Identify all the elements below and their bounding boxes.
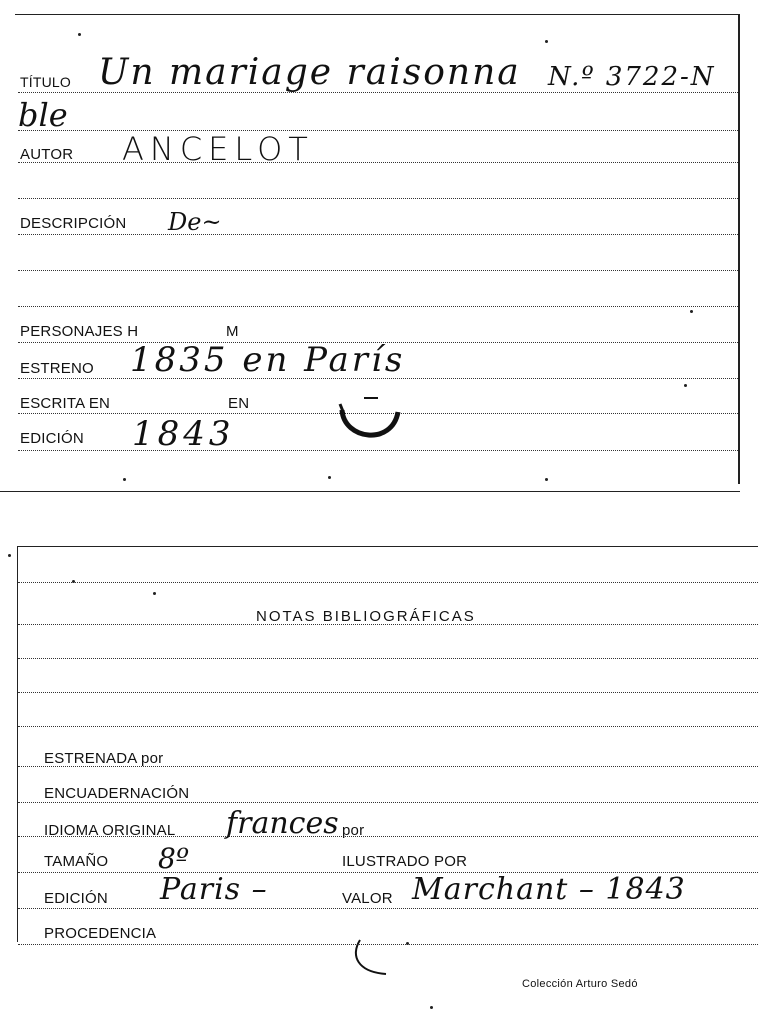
card-top-border xyxy=(15,14,739,15)
personajes-m-label: M xyxy=(226,323,239,340)
edicion-label: EDICIÓN xyxy=(20,430,84,447)
estreno-label: ESTRENO xyxy=(20,360,94,377)
autor-value: ANCELOT xyxy=(122,130,314,168)
valor-value: Marchant – 1843 xyxy=(412,872,686,907)
catalog-card-front xyxy=(0,0,759,495)
speck xyxy=(153,592,156,595)
idioma-por: por xyxy=(342,822,365,839)
descripcion-label: DESCRIPCIÓN xyxy=(20,215,127,232)
rule xyxy=(18,582,758,583)
card-top-border xyxy=(18,546,758,547)
speck xyxy=(78,33,81,36)
estrenada-label: ESTRENADA por xyxy=(44,750,164,767)
punch-hole-mark xyxy=(334,390,406,452)
speck xyxy=(406,942,409,945)
notas-title: NOTAS BIBLIOGRÁFICAS xyxy=(256,608,476,625)
escrita-label: ESCRITA EN xyxy=(20,395,111,412)
rule xyxy=(18,658,758,659)
descripcion-value: De~ xyxy=(168,208,222,236)
idioma-label: IDIOMA ORIGINAL xyxy=(44,822,176,839)
procedencia-label: PROCEDENCIA xyxy=(44,925,157,942)
edicion-value: Paris – xyxy=(160,872,268,907)
rule xyxy=(18,198,738,199)
ink-hook-mark xyxy=(350,936,400,980)
card-left-border xyxy=(17,546,18,942)
speck xyxy=(690,310,693,313)
personajes-label: PERSONAJES H xyxy=(20,323,139,340)
edicion-value: 1843 xyxy=(132,414,235,454)
valor-label: VALOR xyxy=(342,890,393,907)
titulo-label: TÍTULO xyxy=(20,74,71,90)
numero-value: N.º 3722-N xyxy=(548,62,716,92)
speck xyxy=(545,478,548,481)
rule xyxy=(18,270,738,271)
estreno-value: 1835 en París xyxy=(130,340,406,380)
edicion-label: EDICIÓN xyxy=(44,890,108,907)
speck xyxy=(72,580,75,583)
rule xyxy=(18,802,758,803)
rule xyxy=(18,306,738,307)
autor-label: AUTOR xyxy=(20,146,74,163)
speck xyxy=(8,554,11,557)
rule xyxy=(18,908,758,909)
speck xyxy=(328,476,331,479)
encuadernacion-label: ENCUADERNACIÓN xyxy=(44,785,190,802)
catalog-card-back xyxy=(0,540,759,1028)
coleccion-stamp: Colección Arturo Sedó xyxy=(522,978,638,990)
titulo-value-continued: ble xyxy=(18,96,68,134)
tamano-label: TAMAÑO xyxy=(44,853,109,870)
escrita-en-label: EN xyxy=(228,395,250,412)
rule xyxy=(18,726,758,727)
speck xyxy=(684,384,687,387)
ilustrado-label: ILUSTRADO POR xyxy=(342,853,468,870)
speck xyxy=(430,1006,433,1009)
speck xyxy=(123,478,126,481)
rule xyxy=(18,692,758,693)
card-right-border xyxy=(738,14,740,484)
idioma-value: frances xyxy=(226,806,339,841)
titulo-value: Un mariage raisonna xyxy=(98,52,521,93)
rule xyxy=(18,234,738,235)
card-bottom-border xyxy=(0,491,740,492)
speck xyxy=(545,40,548,43)
tamano-value: 8º xyxy=(158,842,189,875)
